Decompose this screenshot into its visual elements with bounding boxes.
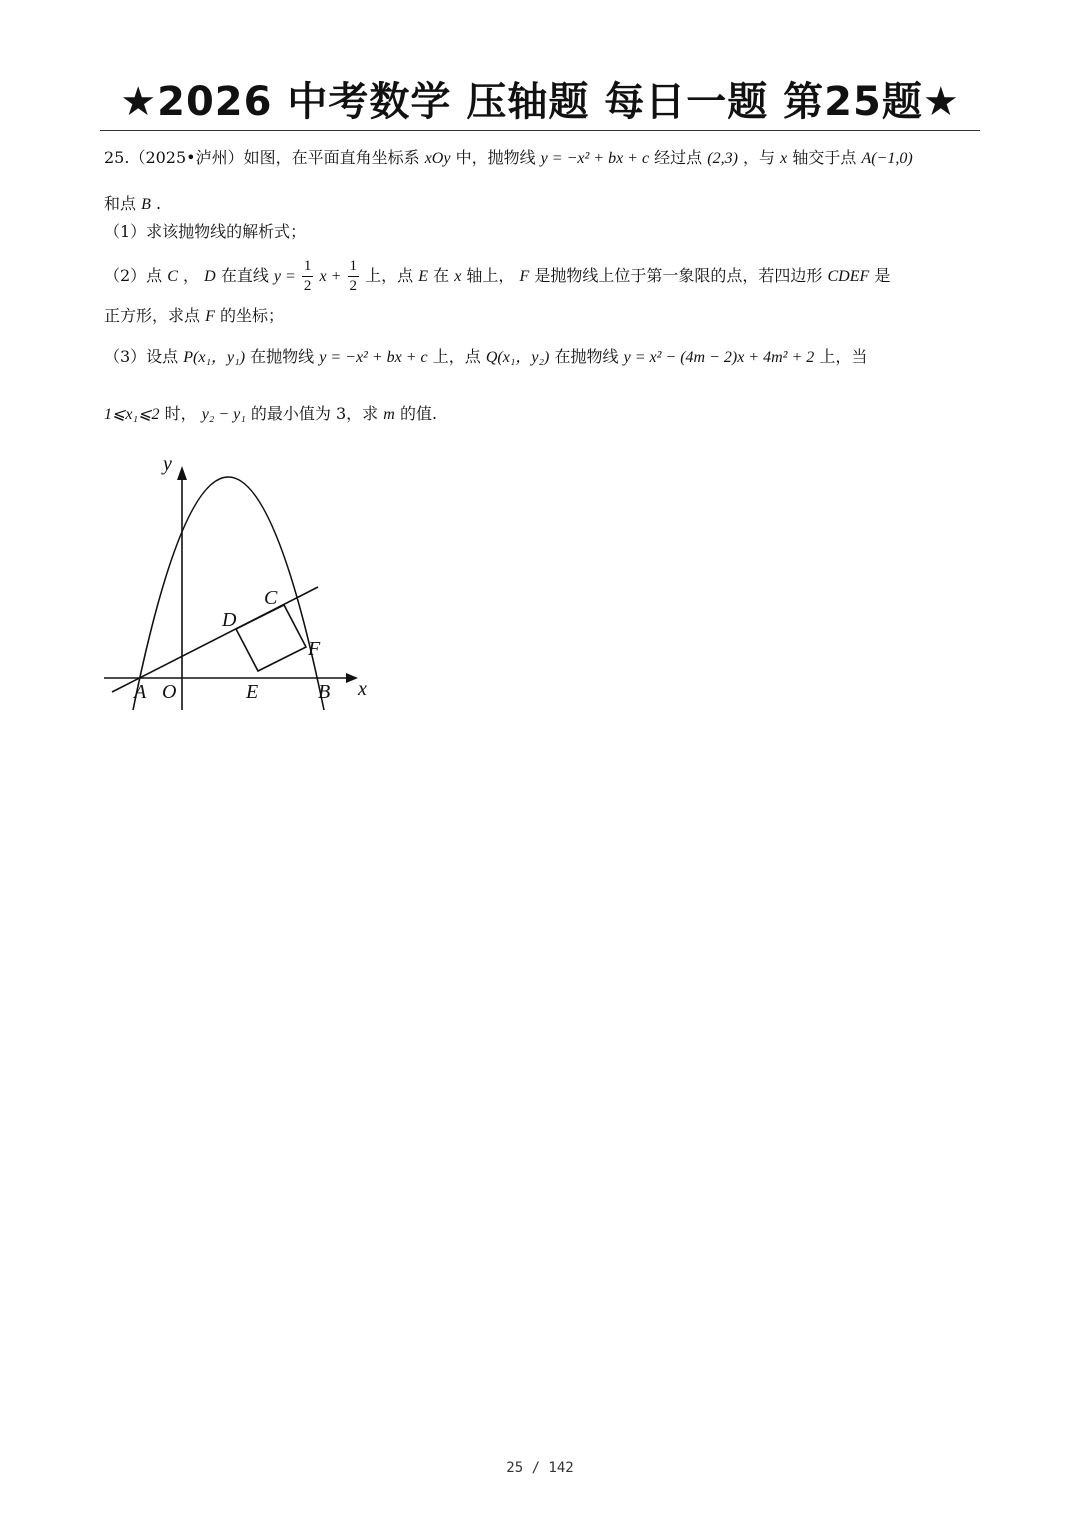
problem-line-2: [104, 192, 984, 217]
point-d: D: [204, 268, 216, 285]
difference-expression: y₂ − y₁: [201, 406, 246, 423]
line-lhs: y =: [273, 268, 296, 285]
parabola-2: y = x² − (4m − 2)x + 4m² + 2: [623, 349, 815, 366]
q2-text: （2）点: [104, 266, 163, 285]
intro-text: 中，抛物线: [455, 148, 536, 167]
line-x-plus: x +: [319, 268, 342, 285]
intro-text: 轴交于点: [792, 148, 857, 167]
point-c: C: [167, 268, 178, 285]
q2-text: 轴上，: [466, 266, 515, 285]
line-cd: [112, 587, 318, 692]
point-e: E: [418, 268, 428, 285]
q2-text: 的坐标；: [219, 306, 284, 325]
label-f: F: [308, 638, 321, 660]
intro-text: 经过点: [654, 148, 703, 167]
q3-text: 上，点: [432, 347, 481, 366]
q3-text: 在抛物线: [554, 347, 619, 366]
parabola-equation: y = −x² + bx + c: [540, 150, 650, 167]
parabola-curve: [133, 477, 324, 710]
q3-text: 的值.: [399, 404, 438, 423]
question-2-line-1: [104, 258, 984, 295]
question-1-text: （1）求该抛物线的解析式；: [104, 222, 307, 241]
q3-text: 上，当: [819, 347, 868, 366]
q2-text: 在: [433, 266, 450, 285]
question-2-line-2: [104, 304, 984, 329]
page-title: ★2026 中考数学 压轴题 每日一题 第25题★: [120, 79, 960, 125]
period: .: [155, 194, 162, 213]
title-divider: [100, 130, 980, 131]
q3-text: 在抛物线: [250, 347, 315, 366]
point-a: A(−1,0): [861, 150, 913, 167]
coord-system: xOy: [424, 150, 451, 167]
label-c: C: [264, 587, 278, 609]
parabola-1: y = −x² + bx + c: [319, 349, 428, 366]
label-o: O: [162, 681, 177, 703]
label-y: y: [163, 453, 172, 475]
quadrilateral-cdef: CDEF: [827, 268, 870, 285]
point-f: F: [519, 268, 530, 285]
q2-text: 在直线: [220, 266, 269, 285]
page-number: 25 / 142: [506, 1460, 574, 1476]
point-f: F: [205, 308, 215, 325]
fraction-half-1: $\frac{1}{2}$: [303, 258, 312, 294]
q2-sep: ，: [183, 266, 200, 285]
q2-text: 是抛物线上位于第一象限的点，若四边形: [534, 266, 823, 285]
intro-text: ，与: [743, 148, 776, 167]
problem-line-1: [104, 146, 984, 171]
point-b: B: [141, 196, 151, 213]
geometry-figure: [100, 452, 390, 717]
point-q: Q(x₁，y₂): [485, 349, 550, 366]
q3-text: 时，: [164, 404, 197, 423]
question-3-line-2: [104, 402, 984, 427]
question-3-line-1: [104, 345, 984, 370]
question-1: [104, 220, 984, 244]
label-b: B: [318, 681, 331, 703]
q2-text: 上，点: [365, 266, 414, 285]
label-d: D: [222, 609, 237, 631]
variable-m: m: [383, 406, 395, 423]
square-cdef: [236, 605, 306, 671]
label-e: E: [246, 681, 259, 703]
q3-text: （3）设点: [104, 347, 179, 366]
label-x: x: [358, 678, 367, 700]
x-variable: x: [780, 150, 788, 167]
q3-text: 的最小值为 3，求: [250, 404, 379, 423]
range-condition: 1⩽x₁⩽2: [104, 406, 160, 423]
x-axis-arrow: [346, 673, 358, 683]
point-p: P(x₁，y₁): [183, 349, 246, 366]
intro-text: 25.（2025•泸州）如图，在平面直角坐标系: [104, 148, 420, 167]
y-axis-arrow: [177, 466, 187, 480]
fraction-half-2: $\frac{1}{2}$: [349, 258, 358, 294]
x-variable: x: [454, 268, 462, 285]
q2-text: 是: [874, 266, 891, 285]
intro-text: 和点: [104, 194, 137, 213]
q2-text: 正方形，求点: [104, 306, 201, 325]
label-a: A: [134, 681, 147, 703]
given-point: (2,3): [707, 150, 738, 167]
